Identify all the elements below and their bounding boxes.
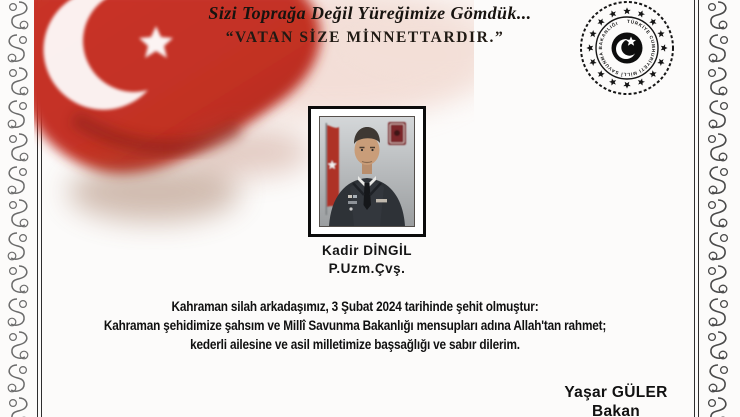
signatory-name: Yaşar GÜLER [564, 384, 668, 401]
photo-frame [308, 106, 426, 237]
message-line-1: Kahraman silah arkadaşımız, 3 Şubat 2024 tarihinde şehit olmuştur: [171, 299, 539, 314]
ministry-of-defence-seal [575, 0, 681, 99]
motto-line-1: Sizi Toprağa Değil Yüreğimize Gömdük... [208, 3, 532, 23]
signature-block [548, 383, 684, 417]
portrait-illustration [320, 117, 414, 226]
ornament-border-right [702, 0, 736, 417]
signatory-title: Bakan [591, 403, 641, 417]
photo-crest-icon [388, 122, 406, 145]
martyr-rank: P.Uzm.Çvş. [328, 261, 406, 276]
name-tag-icon [376, 199, 387, 202]
martyr-photo [319, 116, 415, 227]
martyr-name: Kadir DİNGİL [321, 243, 412, 258]
border-rule-right-inner [694, 0, 695, 417]
condolence-message [25, 297, 685, 354]
border-rule-right-outer [698, 0, 699, 417]
ornament-border-left [3, 0, 35, 417]
motto-line-2: “VATAN SİZE MİNNETTARDIR.” [225, 29, 505, 46]
message-line-3: kederli ailesine ve asil milletimize başsağlığı ve sabır dilerim. [190, 337, 520, 352]
seal-circular-text: TÜRKİYE CUMHURİYETİ MİLLÎ SAVUNMA BAKANLIĞI [597, 18, 657, 78]
message-line-2: Kahraman şehidimize şahsım ve Millî Savunma Bakanlığı mensupları adına Allah'tan rahmet; [103, 318, 607, 333]
